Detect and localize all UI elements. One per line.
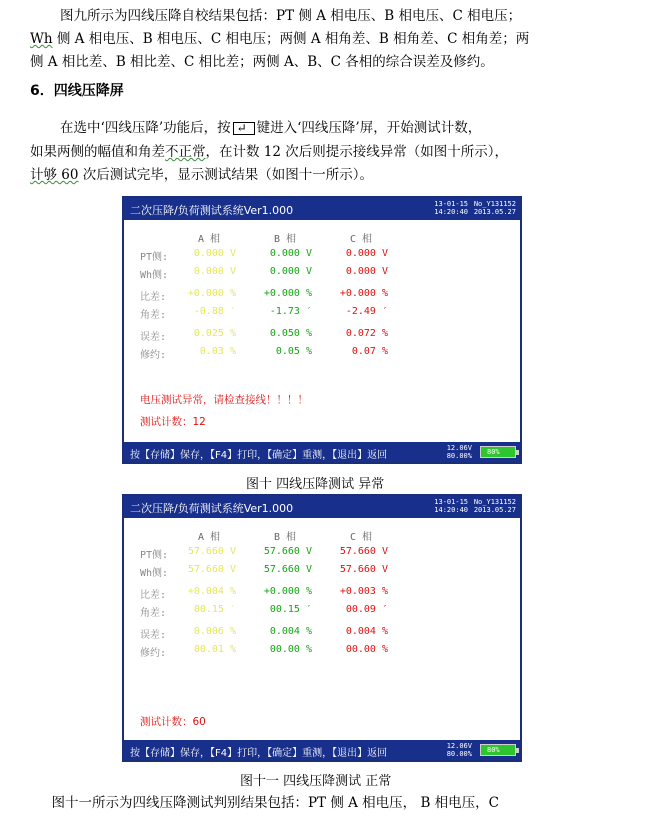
footer-key-hints: 按【存储】保存，【F4】打印，【确定】重测，【退出】返回	[130, 450, 388, 461]
value-cell: 57.660 V	[263, 546, 312, 557]
value-cell: -0.88 ′	[193, 306, 236, 317]
text: 侧 A 相电压、B 相电压、C 相电压；两侧 A 相角差、B 相角差、C 相角差；两	[52, 31, 530, 47]
value-cell: 00.15 ′	[193, 604, 236, 615]
voltage: 12.06V	[446, 444, 472, 452]
paragraph-line	[30, 52, 620, 72]
date: 13-01-15	[434, 498, 468, 506]
device-screen-normal	[122, 494, 522, 762]
footer-bar	[124, 442, 520, 462]
value-cell: 0.03 %	[199, 346, 236, 357]
value-cell: 00.00 %	[345, 644, 388, 655]
text: 键进入‘四线压降’屏，开始测试计数，	[256, 120, 482, 136]
text: 侧 A 相比差、B 相比差、C 相比差；两侧 A、B、C 各相的综合误差及修约。	[30, 54, 494, 70]
device-screen-abnormal	[122, 196, 522, 464]
footer-key-hints: 按【存储】保存，【F4】打印，【确定】重测，【退出】返回	[130, 748, 388, 759]
battery-level: 80%	[487, 746, 500, 754]
title-bar	[124, 496, 520, 518]
row-label-wucha: 误差:	[140, 332, 167, 343]
paragraph-line	[30, 29, 620, 49]
text: ，在计数 12 次后则提示接线异常（如图十所示），	[205, 144, 509, 160]
value-cell: 00.00 %	[269, 644, 312, 655]
row-label-xiuyue: 修约:	[140, 648, 167, 659]
value-cell: 57.660 V	[339, 564, 388, 575]
value-cell: 00.01 %	[193, 644, 236, 655]
value-cell: 0.05 %	[275, 346, 312, 357]
value-cell: 57.660 V	[187, 546, 236, 557]
value-cell: 0.072 %	[345, 328, 388, 339]
datetime	[434, 498, 468, 514]
voltage: 12.06V	[446, 742, 472, 750]
row-label-bicha: 比差:	[140, 590, 167, 601]
paragraph-line	[30, 6, 620, 26]
figure-caption: 图十 四线压降测试 异常	[246, 477, 385, 492]
test-count: 测试计数：12	[140, 416, 206, 428]
row-label-wucha: 误差:	[140, 630, 167, 641]
text: 如果两侧的幅值和角差	[30, 144, 165, 160]
device-info	[474, 200, 516, 216]
time: 14:20:40	[434, 506, 468, 514]
battery-icon	[480, 446, 516, 458]
power-readout	[447, 742, 472, 758]
date: 13-01-15	[434, 200, 468, 208]
value-cell: -2.49 ′	[345, 306, 388, 317]
text: 图十一所示为四线压降测试判别结果包括：PT 侧 A 相电压， B 相电压，C	[51, 795, 500, 811]
text: 图九所示为四线压降自校结果包括：PT 侧 A 相电压、B 相电压、C 相电压；	[60, 8, 522, 24]
value-cell: +0.004 %	[187, 586, 236, 597]
row-label-jiaocha: 角差:	[140, 310, 167, 321]
row-label-wh: Wh侧:	[140, 270, 169, 281]
paragraph-line	[30, 793, 620, 813]
value-cell: 0.004 %	[345, 626, 388, 637]
value-cell: 0.07 %	[351, 346, 388, 357]
figure-caption: 图十一 四线压降测试 正常	[240, 774, 392, 789]
value-cell: 57.660 V	[339, 546, 388, 557]
col-header-b: B 相	[274, 532, 297, 543]
value-cell: 0.006 %	[193, 626, 236, 637]
text: Wh	[30, 31, 53, 47]
value-cell: 0.000 V	[193, 248, 236, 259]
col-header-c: C 相	[350, 532, 373, 543]
col-header-a: A 相	[198, 234, 221, 245]
value-cell: 0.025 %	[193, 328, 236, 339]
value-cell: +0.000 %	[263, 586, 312, 597]
paragraph-line	[30, 118, 620, 138]
screen-title: 二次压降/负荷测试系统Ver1.000	[130, 204, 294, 217]
value-cell: +0.000 %	[263, 288, 312, 299]
value-cell: 57.660 V	[187, 564, 236, 575]
text: 计够 60	[30, 167, 79, 183]
screen-title: 二次压降/负荷测试系统Ver1.000	[130, 502, 294, 515]
time: 14:20:40	[434, 208, 468, 216]
enter-key-icon	[233, 122, 255, 135]
row-label-wh: Wh侧:	[140, 568, 169, 579]
battery-level: 80%	[487, 448, 500, 456]
footer-bar	[124, 740, 520, 760]
value-cell: 00.09 ′	[345, 604, 388, 615]
text: 在选中‘四线压降’功能后，按	[60, 120, 231, 136]
value-cell: 0.000 V	[345, 248, 388, 259]
paragraph-line	[30, 142, 620, 162]
test-count: 测试计数：60	[140, 716, 206, 728]
col-header-b: B 相	[274, 234, 297, 245]
value-cell: -1.73 ′	[269, 306, 312, 317]
value-cell: +0.000 %	[187, 288, 236, 299]
value-cell: 57.660 V	[263, 564, 312, 575]
section-heading: 6．四线压降屏	[30, 83, 124, 99]
percent: 80.00%	[446, 750, 472, 758]
device-id: No_Y131152	[473, 200, 516, 208]
value-cell: +0.000 %	[339, 288, 388, 299]
title-bar	[124, 198, 520, 220]
warning-message: 电压测试异常，请检查接线！！！！	[140, 394, 308, 406]
value-cell: 00.15 ′	[269, 604, 312, 615]
text: 次后测试完毕，显示测试结果（如图十一所示）。	[78, 167, 374, 183]
value-cell: 0.050 %	[269, 328, 312, 339]
device-date: 2013.05.27	[473, 208, 516, 216]
col-header-a: A 相	[198, 532, 221, 543]
paragraph-line	[30, 165, 620, 185]
device-id: No_Y131152	[473, 498, 516, 506]
value-cell: 0.000 V	[269, 266, 312, 277]
row-label-bicha: 比差:	[140, 292, 167, 303]
value-cell: 0.004 %	[269, 626, 312, 637]
device-date: 2013.05.27	[473, 506, 516, 514]
row-label-pt: PT侧:	[140, 252, 169, 263]
percent: 80.00%	[446, 452, 472, 460]
value-cell: 0.000 V	[345, 266, 388, 277]
row-label-xiuyue: 修约:	[140, 350, 167, 361]
value-cell: 0.000 V	[193, 266, 236, 277]
power-readout	[447, 444, 472, 460]
datetime	[434, 200, 468, 216]
text: 不正常	[165, 144, 206, 160]
battery-icon	[480, 744, 516, 756]
device-info	[474, 498, 516, 514]
value-cell: +0.003 %	[339, 586, 388, 597]
row-label-pt: PT侧:	[140, 550, 169, 561]
row-label-jiaocha: 角差:	[140, 608, 167, 619]
col-header-c: C 相	[350, 234, 373, 245]
value-cell: 0.000 V	[269, 248, 312, 259]
